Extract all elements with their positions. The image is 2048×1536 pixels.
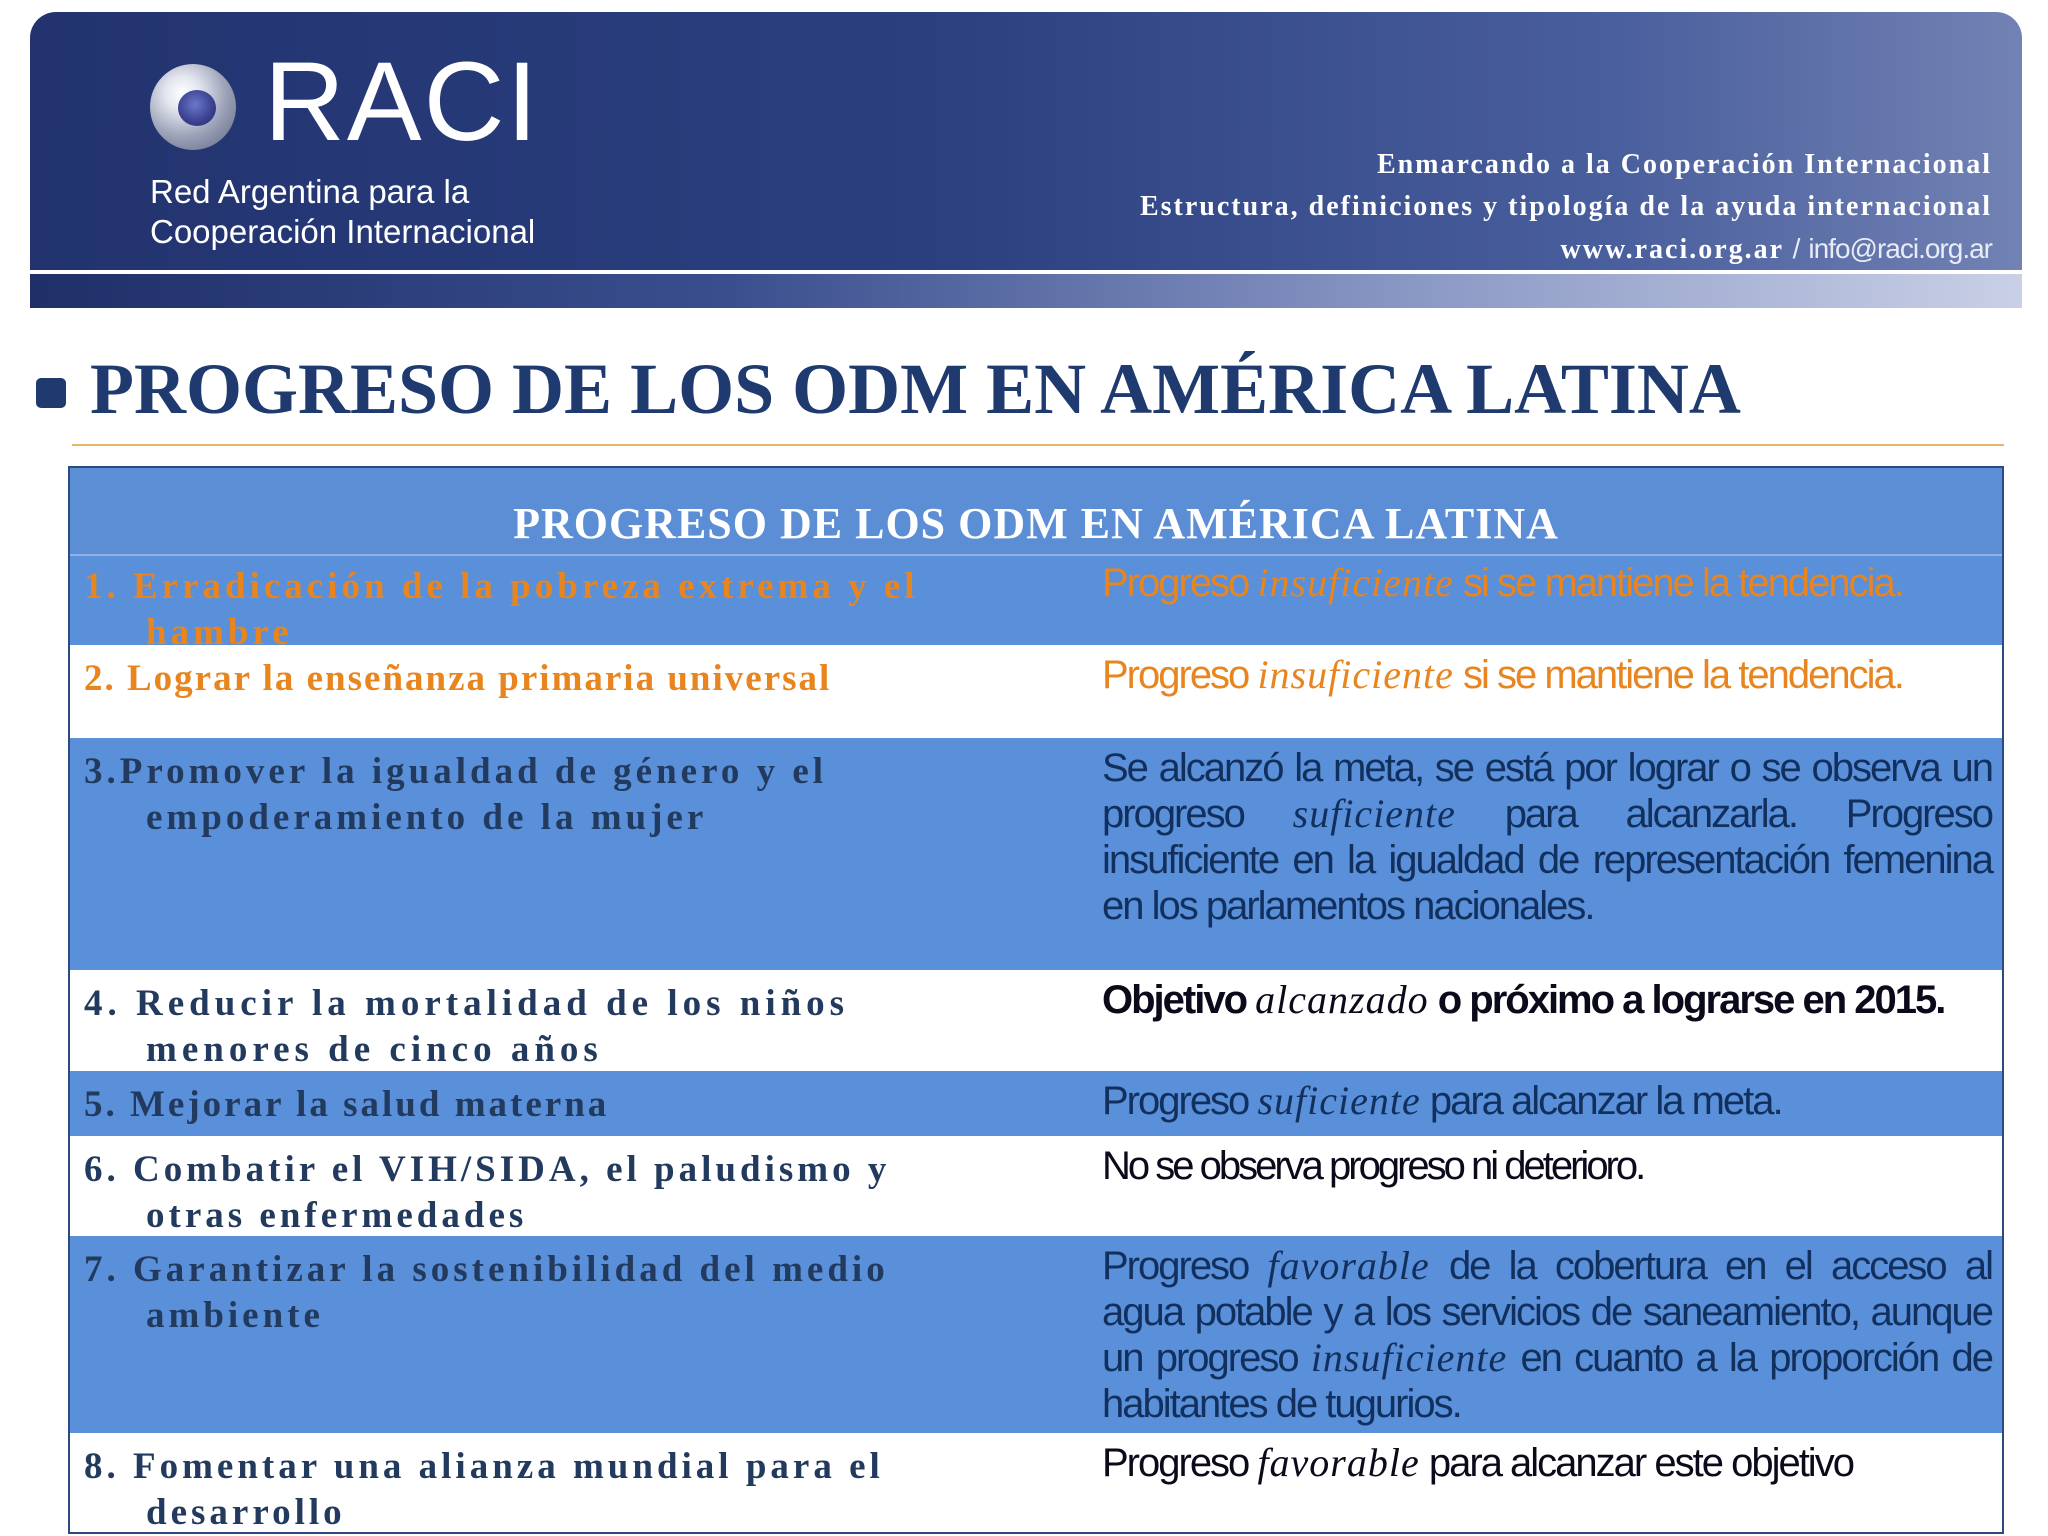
status-text: Progreso (1102, 561, 1249, 605)
goal-text: Fomentar una alianza mundial para el (133, 1446, 884, 1487)
header-contact (1140, 228, 1992, 271)
goal-cell (70, 1436, 1010, 1532)
status-text-cont: para alcanzar este objetivo (1428, 1441, 1853, 1485)
status-emphasis: favorable (1267, 1243, 1430, 1288)
goal-number: 4. (84, 983, 122, 1024)
status-text: Progreso (1102, 1079, 1249, 1123)
status-text-cont: para alcanzarla. Progreso insuficiente en la igualdad de representación femenina en los parlamentos nacionales. (1102, 792, 1992, 928)
status-emphasis-2: insuficiente (1310, 1335, 1508, 1380)
status-text-cont: de la cobertura en el acceso al agua potable y a los servicios de saneamiento, aunque un progreso (1102, 1244, 1992, 1380)
logo-text: RACI (264, 39, 540, 164)
logo-sphere-icon (150, 64, 236, 150)
goal-cell (70, 1239, 1010, 1433)
goal-text-cont: otras enfermedades (146, 1195, 528, 1236)
header-gradient-bar (30, 274, 2022, 308)
title-divider (72, 444, 2004, 446)
status-cell (1010, 1436, 2002, 1532)
status-cell (1010, 973, 2002, 1071)
goal-text: Mejorar la salud materna (130, 1084, 610, 1125)
goal-number: 3. (84, 751, 120, 792)
goal-number: 8. (84, 1446, 120, 1487)
goal-text-cont: hambre (146, 612, 293, 648)
status-cell (1010, 741, 2002, 970)
status-emphasis: insuficiente (1257, 560, 1454, 605)
header-web-link[interactable]: www.raci.org.ar (1560, 234, 1784, 265)
status-emphasis: favorable (1257, 1440, 1420, 1485)
status-text: Objetivo (1102, 978, 1247, 1022)
status-text-cont: o próximo a lograrse en 2015. (1437, 978, 1945, 1022)
goal-text-cont: ambiente (146, 1295, 324, 1336)
status-emphasis: suficiente (1292, 791, 1456, 836)
goal-text-cont: menores de cinco años (146, 1029, 603, 1070)
header-line-2: Estructura, definiciones y tipología de la ayuda internacional (1139, 191, 1992, 222)
goal-cell (70, 556, 1010, 648)
table-row (70, 1139, 2002, 1239)
table-row (70, 648, 2002, 741)
goal-number: 7. (84, 1249, 120, 1290)
goal-text: Reducir la mortalidad de los niños (136, 983, 850, 1024)
table-row (70, 1436, 2002, 1532)
status-emphasis: alcanzado (1255, 977, 1429, 1022)
title-bullet-icon (36, 378, 66, 408)
page-title: PROGRESO DE LOS ODM EN AMÉRICA LATINA (90, 349, 1741, 429)
goal-text: Combatir el VIH/SIDA, el paludismo y (133, 1149, 891, 1190)
status-text-cont: si se mantiene la tendencia. (1462, 561, 1903, 605)
status-text: Se alcanzó la meta, se está por lograr o se observa un progreso (1102, 746, 1992, 836)
status-text: Progreso (1102, 653, 1249, 697)
goal-text-cont: empoderamiento de la mujer (146, 797, 708, 838)
logo-subtitle-line-1: Red Argentina para la (150, 173, 470, 210)
status-text-cont: si se mantiene la tendencia. (1462, 653, 1903, 697)
table-heading: PROGRESO DE LOS ODM EN AMÉRICA LATINA (70, 468, 2002, 556)
goal-text: Garantizar la sostenibilidad del medio (133, 1249, 889, 1290)
header-info (1140, 144, 1992, 271)
goal-cell (70, 648, 1010, 738)
status-cell (1010, 1239, 2002, 1433)
goal-cell (70, 973, 1010, 1071)
goal-cell (70, 741, 1010, 970)
status-cell (1010, 556, 2002, 645)
goal-cell (70, 1074, 1010, 1136)
goal-text: Erradicación de la pobreza extrema y el (133, 566, 919, 607)
logo-subtitle-line-2: Cooperación Internacional (150, 213, 536, 250)
odm-progress-table (68, 466, 2004, 1534)
header-banner (30, 12, 2022, 270)
status-emphasis: suficiente (1257, 1078, 1421, 1123)
goal-number: 5. (84, 1084, 118, 1125)
status-cell (1010, 648, 2002, 738)
status-cell (1010, 1139, 2002, 1236)
header-email-link[interactable]: info@raci.org.ar (1808, 233, 1992, 264)
goal-text: Promover la igualdad de género y el (119, 751, 828, 792)
goal-cell (70, 1139, 1010, 1236)
status-text-end: en cuanto a la proporción de habitantes de tugurios. (1102, 1336, 1992, 1426)
goal-text-cont: desarrollo (146, 1492, 346, 1532)
status-text: Progreso (1102, 1244, 1249, 1288)
table-row (70, 1239, 2002, 1436)
goal-text: Lograr la enseñanza primaria universal (127, 658, 832, 699)
logo-subtitle (150, 172, 536, 252)
table-row (70, 973, 2002, 1074)
goal-number: 1. (84, 566, 120, 607)
status-text-cont: para alcanzar la meta. (1429, 1079, 1782, 1123)
status-text: No se observa progreso ni deterioro. (1102, 1144, 1644, 1188)
goal-number: 6. (84, 1149, 120, 1190)
header-separator: / (1792, 233, 1800, 264)
table-row (70, 1074, 2002, 1139)
goal-number: 2. (84, 658, 116, 699)
table-row (70, 556, 2002, 648)
table-row (70, 741, 2002, 973)
status-emphasis: insuficiente (1257, 652, 1454, 697)
status-cell (1010, 1074, 2002, 1136)
status-text: Progreso (1102, 1441, 1249, 1485)
logo-sphere-core (178, 90, 216, 126)
header-line-1: Enmarcando a la Cooperación Internacional (1376, 149, 1992, 180)
